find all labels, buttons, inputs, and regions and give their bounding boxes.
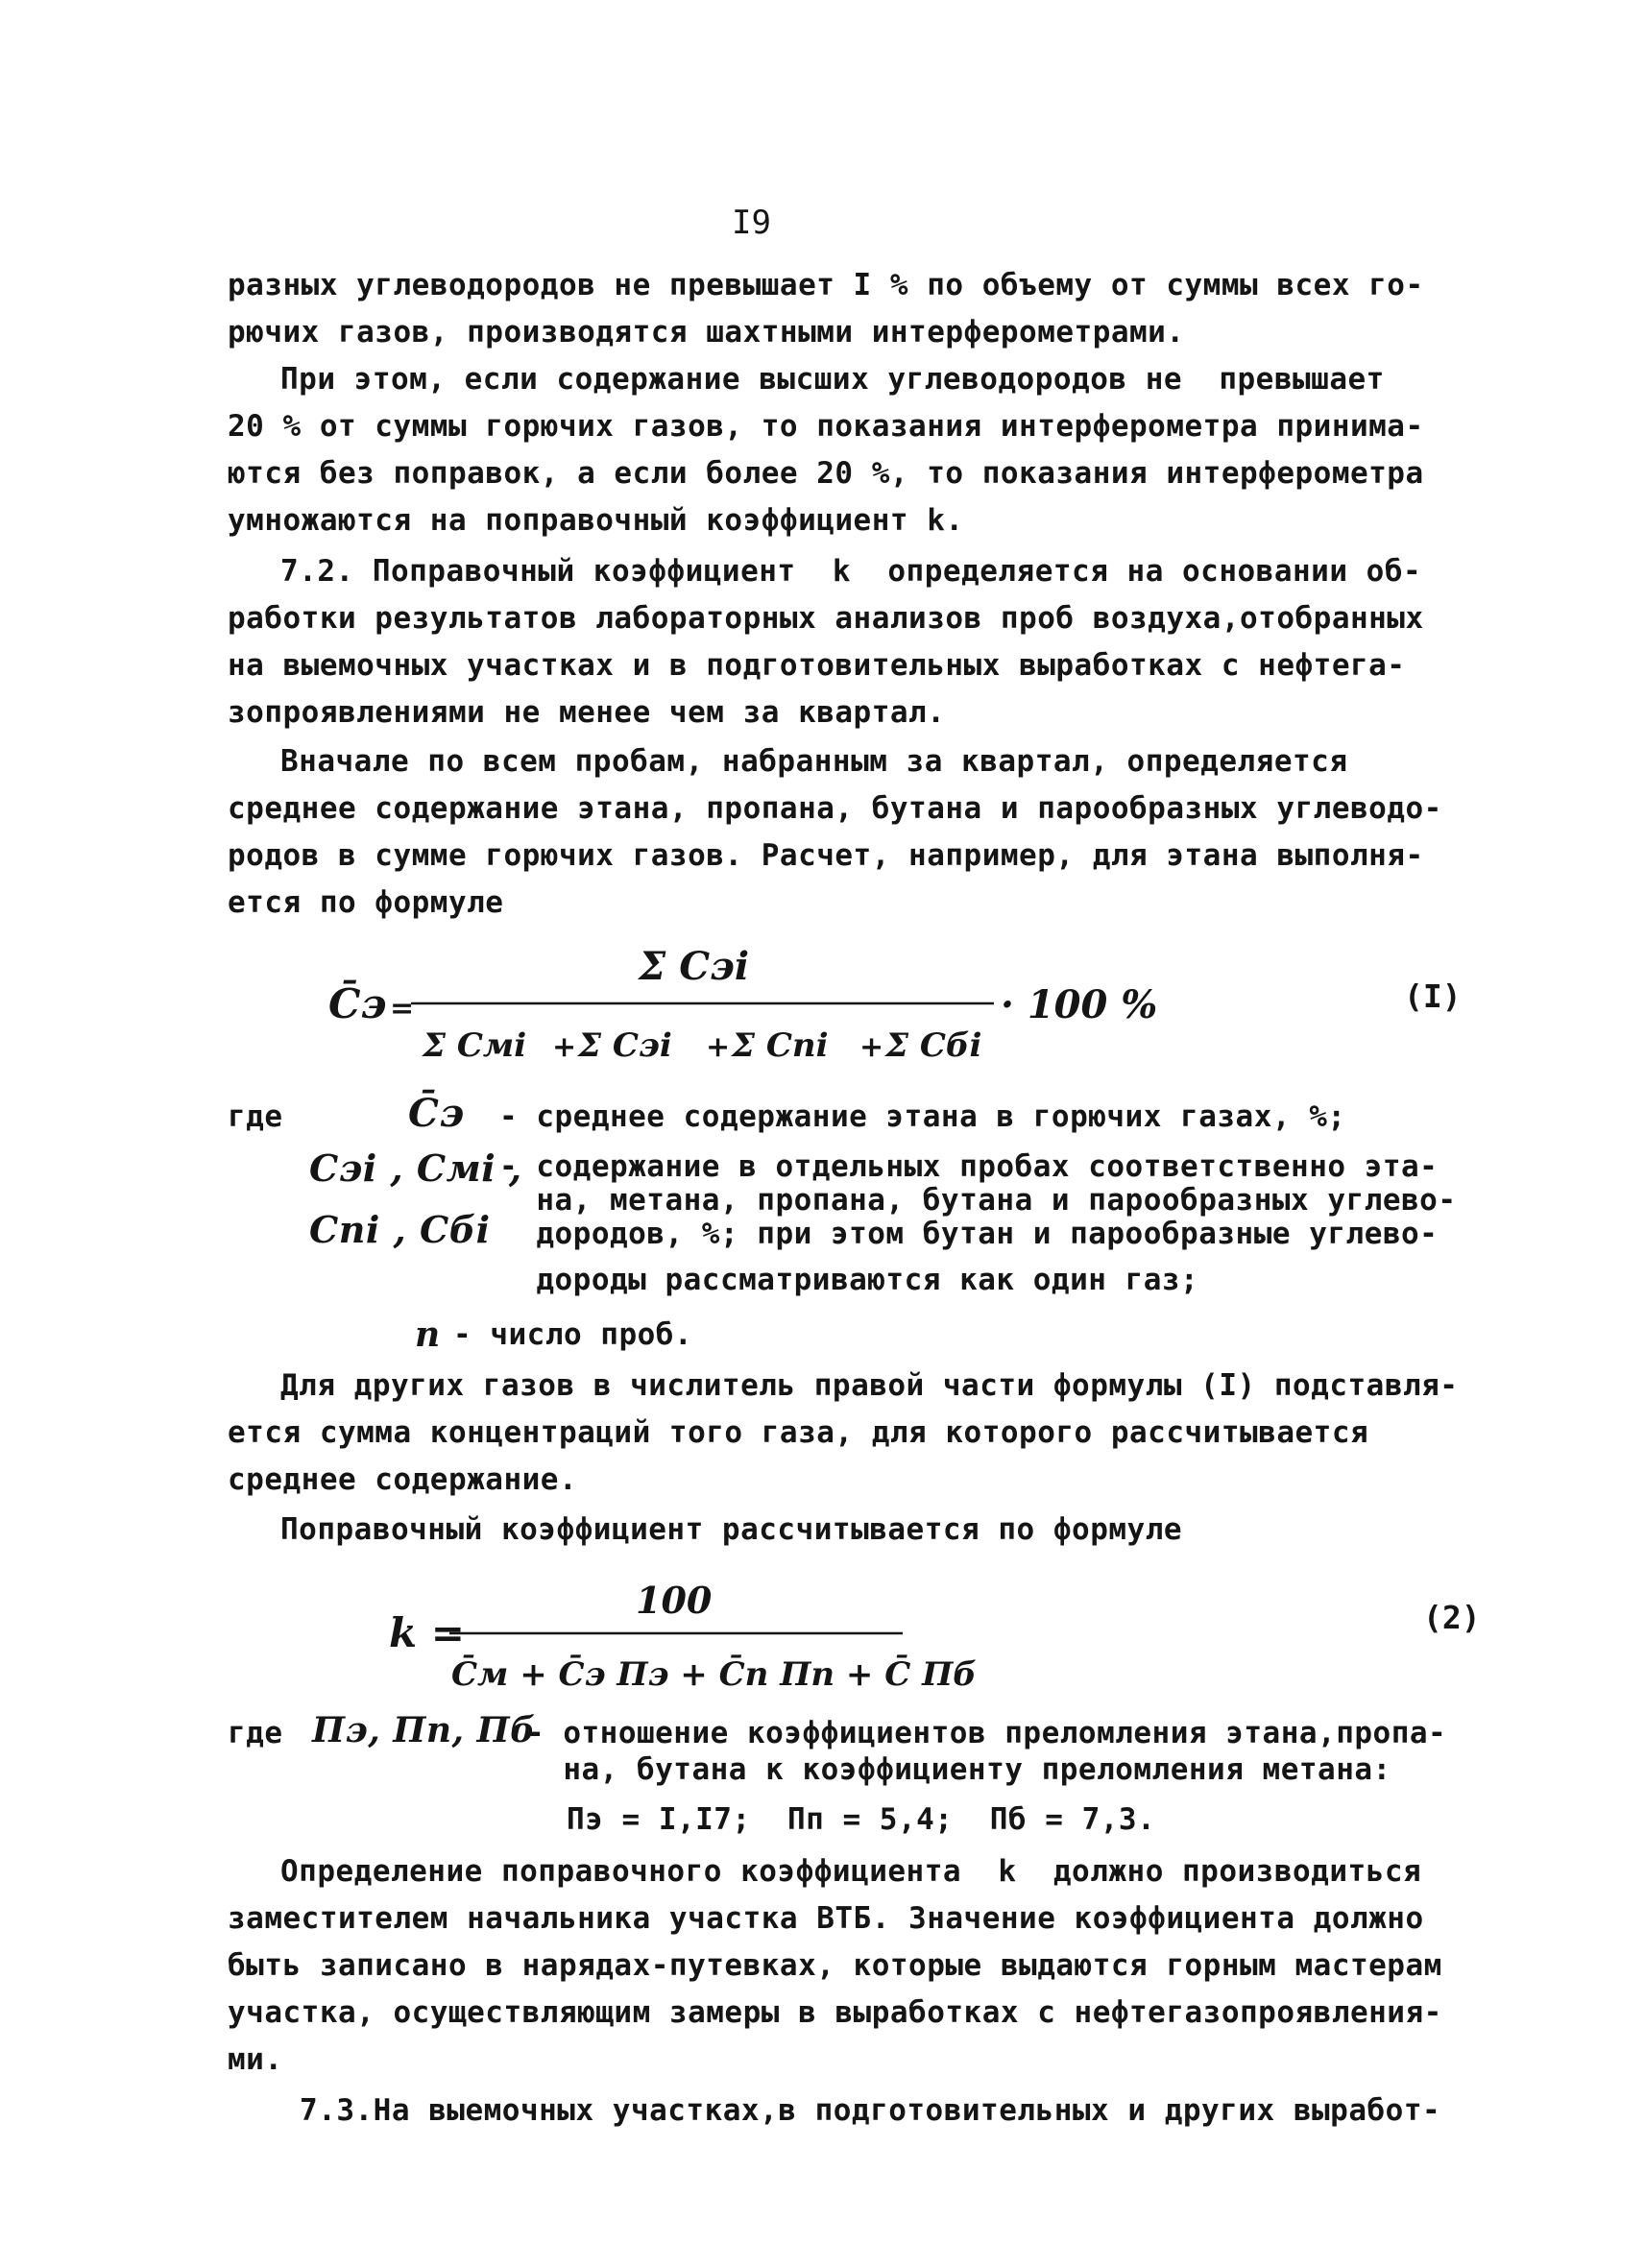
text-line: 20 % от суммы горючих газов, то показания интерферометра принима-: [228, 409, 1424, 444]
text-line: 7.2. Поправочный коэффициент k определяется на основании об-: [280, 554, 1422, 589]
formula-1-multiplier: · 100 %: [1001, 982, 1158, 1027]
text-line: дородов, %; при этом бутан и парообразные углево-: [499, 1217, 1439, 1251]
where-symbol: Пэ, Пп, Пб: [312, 1710, 536, 1750]
text-line: Для других газов в числитель правой части формулы (I) подставля-: [280, 1368, 1459, 1403]
formula-1-lhs: C̄э: [328, 980, 387, 1027]
formula-1-denominator-term: Σ Cбi: [885, 1026, 982, 1065]
text-line: - среднее содержание этана в горючих газах, %;: [499, 1099, 1346, 1134]
text-line: на, бутана к коэффициенту преломления метана:: [526, 1752, 1391, 1787]
text-line: разных углеводородов не превышает I % по объему от суммы всех го-: [228, 268, 1424, 302]
formula-1: [317, 927, 1181, 1090]
text-line: - число проб.: [453, 1317, 693, 1352]
text-line: ется по формуле: [228, 885, 504, 920]
formula-1-denominator-term: Σ Cмi: [423, 1026, 527, 1065]
text-line: среднее содержание этана, пропана, бутана и парообразных углеводо-: [228, 791, 1442, 826]
text-line: родов в сумме горючих газов. Расчет, например, для этана выполня-: [228, 838, 1424, 873]
text-line: работки результатов лабораторных анализов проб воздуха,отобранных: [228, 601, 1424, 636]
text-line: Поправочный коэффициент рассчитывается по формуле: [280, 1512, 1183, 1547]
text-line: Пэ = I,I7; Пп = 5,4; Пб = 7,3.: [567, 1802, 1156, 1837]
text-line: зопроявлениями не менее чем за квартал.: [228, 695, 946, 730]
formula-1-denominator-term: Σ Cэi: [578, 1026, 672, 1065]
text-line: на, метана, пропана, бутана и парообразных углево-: [499, 1183, 1457, 1218]
text-line: дороды рассматриваются как один газ;: [499, 1263, 1199, 1297]
formula-1-plus: +: [859, 1030, 884, 1064]
formula-2: [384, 1560, 1056, 1714]
where-label: где: [228, 1099, 283, 1134]
where-label: где: [228, 1716, 283, 1750]
text-line: 7.3.На выемочных участках,в подготовительных и других выработ-: [300, 2093, 1441, 2128]
text-line: - отношение коэффициентов преломления этана,пропа-: [526, 1716, 1447, 1750]
formula-1-equals: =: [390, 992, 415, 1025]
text-line: При этом, если содержание высших углеводородов не превышает: [280, 362, 1385, 397]
formula-2-lhs: k =: [389, 1609, 465, 1656]
formula-1-denominator-term: Σ Cпi: [732, 1026, 829, 1065]
text-line: ми.: [228, 2042, 283, 2077]
where-symbol: Cэi , Cмi ,: [309, 1146, 522, 1190]
where-symbol: C̄э: [408, 1091, 465, 1136]
formula-1-number: (I): [1404, 977, 1462, 1015]
text-line: - содержание в отдельных пробах соответственно эта-: [499, 1149, 1439, 1184]
formula-1-numerator: Σ Cэi: [639, 944, 750, 989]
text-line: рючих газов, производятся шахтными интерферометрами.: [228, 315, 1185, 350]
where-symbol: Cпi , Cбi: [309, 1208, 491, 1251]
formula-2-number: (2): [1423, 1599, 1481, 1636]
text-line: на выемочных участках и в подготовительных выработках с нефтега-: [228, 648, 1406, 683]
formula-2-denominator: C̄м + C̄э Пэ + C̄п Пп + C̄ Пб: [451, 1655, 977, 1694]
page-number: I9: [732, 204, 771, 242]
text-line: умножаются на поправочный коэффициент k.: [228, 503, 964, 538]
formula-2-numerator: 100: [636, 1579, 713, 1622]
formula-1-plus: +: [552, 1030, 577, 1064]
text-line: ется сумма концентраций того газа, для которого рассчитывается: [228, 1415, 1369, 1450]
text-line: Определение поправочного коэффициента k должно производиться: [280, 1854, 1422, 1889]
formula-1-plus: +: [706, 1030, 731, 1064]
text-line: заместителем начальника участка ВТБ. Значение коэффициента должно: [228, 1901, 1424, 1936]
text-line: быть записано в нарядах-путевках, которые выдаются горным мастерам: [228, 1948, 1442, 1983]
text-line: участка, осуществляющим замеры в выработках с нефтегазопроявления-: [228, 1995, 1442, 2030]
text-line: среднее содержание.: [228, 1462, 578, 1497]
where-symbol: n: [415, 1315, 441, 1355]
text-line: ются без поправок, а если более 20 %, то показания интерферометра: [228, 456, 1424, 491]
text-line: Вначале по всем пробам, набранным за квартал, определяется: [280, 744, 1348, 779]
